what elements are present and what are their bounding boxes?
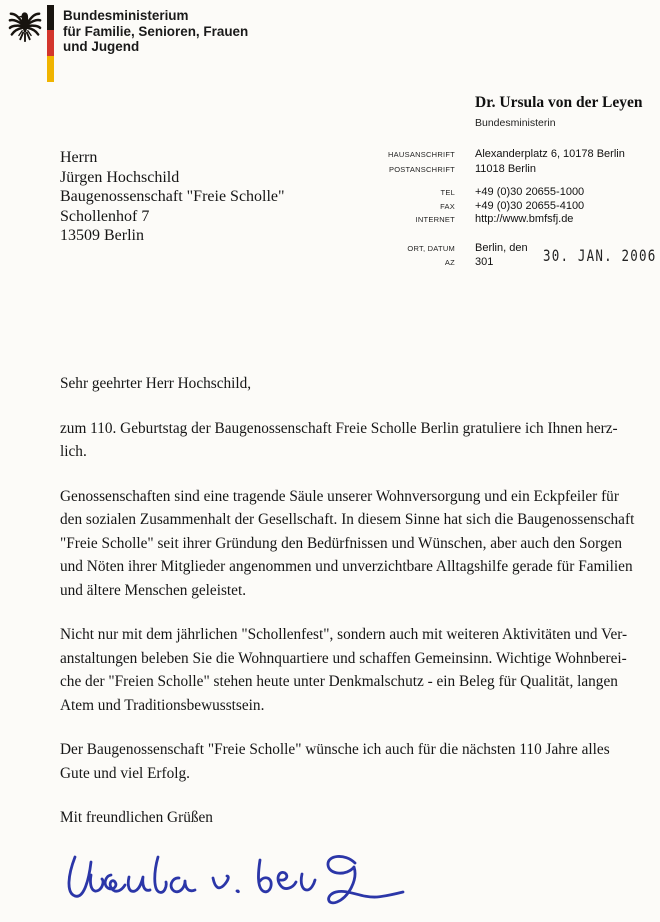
contact-row-postanschrift <box>375 163 655 175</box>
date-stamp: 30. JAN. 2006 <box>543 246 657 265</box>
contact-value: +49 (0)30 20655-1000 <box>475 186 585 198</box>
recipient-line: Herrn <box>60 149 98 166</box>
paragraph-3: Nicht nur mit dem jährlichen "Schollenfest", sondern auch mit weiteren Aktivitäten und Ver- anstaltungen beleben Sie die Wohnquartiere und schaffen Gemeinsinn. Wichtige Wohnberei- che der "Freien Scholle" stehen heute unter Denkmalschutz - ein Beleg für Qualität, langen Atem und Traditionsbewusstsein. <box>60 626 628 714</box>
contact-label: POSTANSCHRIFT <box>388 165 455 174</box>
recipient-line: Jürgen Hochschild <box>60 168 180 186</box>
ministry-name-line3: und Jugend <box>63 38 140 54</box>
recipient-address <box>60 148 285 246</box>
sender-title: Bundesministerin <box>475 117 556 129</box>
contact-value: Berlin, den <box>475 242 528 254</box>
paragraph-2: Genossenschaften sind eine tragende Säule unserer Wohnversorgung und ein Eckpfeiler für den sozialen Zusammenhalt der Gesellschaft. In diesem Sinne hat sich die Baugenossenschaft "Freie Scholle" seit ihrer Gründung den Bedürfnissen und Wünschen, aber auch den Sorgen und Nöten ihrer Mitglieder angenommen und unverzichtbare Alltagshilfe gerade für Familien und ältere Menschen geleistet. <box>60 487 635 599</box>
contact-value: +49 (0)30 20655-4100 <box>475 200 585 212</box>
sender-name: Dr. Ursula von der Leyen <box>475 94 643 111</box>
recipient-line: Schollenhof 7 <box>60 207 150 225</box>
flag-stripe <box>47 5 54 82</box>
salutation: Sehr geehrter Herr Hochschild, <box>60 375 252 392</box>
contact-row-internet <box>375 213 655 225</box>
contact-label: HAUSANSCHRIFT <box>387 150 455 159</box>
contact-value: 11018 Berlin <box>475 163 536 175</box>
contact-row-hausanschrift <box>375 148 655 160</box>
contact-label: TEL <box>440 188 455 197</box>
contact-label: FAX <box>440 202 455 211</box>
contact-value: Alexanderplatz 6, 10178 Berlin <box>475 148 625 160</box>
ministry-name <box>63 8 248 55</box>
contact-label: INTERNET <box>415 215 455 224</box>
recipient-line: Baugenossenschaft "Freie Scholle" <box>60 188 285 205</box>
contact-row-tel <box>375 186 655 198</box>
ministry-name-line2: für Familie, Senioren, Frauen <box>63 22 249 39</box>
signature-handwriting <box>55 845 405 920</box>
federal-eagle-icon <box>8 7 42 45</box>
contact-row-fax <box>375 200 655 212</box>
contact-value: http://www.bmfsfj.de <box>475 213 574 225</box>
paragraph-1: zum 110. Geburtstag der Baugenossenschaft Freie Scholle Berlin gratuliere ich Ihnen herz- lich. <box>60 419 618 460</box>
contact-label: AZ <box>444 258 455 267</box>
closing: Mit freundlichen Grüßen <box>60 809 213 826</box>
contact-value: 301 <box>475 256 494 268</box>
ministry-name-line1: Bundesministerium <box>63 7 189 23</box>
ministry-logo <box>8 5 256 82</box>
contact-label: ORT, DATUM <box>407 244 455 253</box>
paragraph-4: Der Baugenossenschaft "Freie Scholle" wünsche ich auch für die nächsten 110 Jahre alles Gute und viel Erfolg. <box>60 741 610 782</box>
letter-body <box>60 372 660 851</box>
recipient-line: 13509 Berlin <box>60 227 144 244</box>
